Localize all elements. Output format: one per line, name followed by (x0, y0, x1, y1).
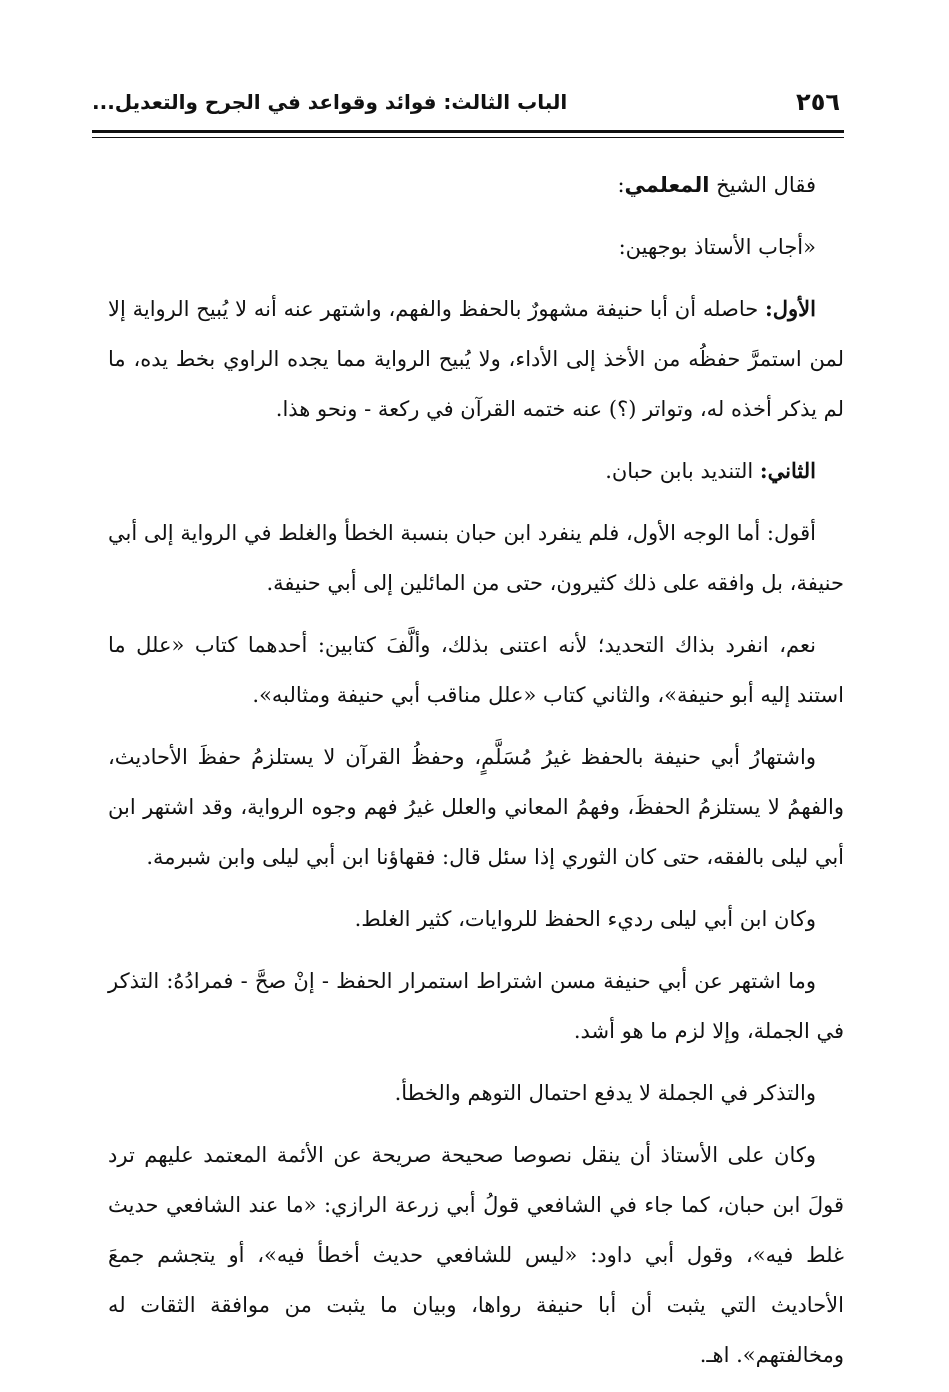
first-aspect-lead: الأول: (765, 296, 816, 321)
paragraph-memorization: واشتهارُ أبي حنيفة بالحفظ غيرُ مُسَلَّمٍ، وحفظُ القرآن لا يستلزمُ حفظَ الأحاديث، والفهمُ لا يستلزمُ الحفظَ، وفهمُ المعاني والعلل غيرُ فهم وجوه الرواية، وقد اشتهر ابن أبي ليلى بالفقه، حتى كان الثوري إذا سئل قال: فقهاؤنا ابن أبي ليلى وابن شبرمة. (108, 745, 844, 869)
first-aspect-text: حاصله أن أبا حنيفة مشهورٌ بالحفظ والفهم، واشتهر عنه أنه لا يُبيح الرواية إلا لمن استمرَّ حفظُه من الأخذ إلى الأداء، ولا يُبيح الرواية مما يجده الراوي بخط يده، ما لم يذكر أخذه له، وتواتر (؟) عنه ختمه القرآن في ركعة - ونحو هذا. (108, 297, 844, 421)
paragraph-reply: أقول: أما الوجه الأول، فلم ينفرد ابن حبان بنسبة الخطأ والغلط في الرواية إلى أبي حنيفة، بل وافقه على ذلك كثيرون، حتى من المائلين إلى أبي حنيفة. (108, 521, 844, 595)
paragraph-first-aspect (108, 284, 844, 434)
page-number: ٢٥٦ (796, 88, 840, 116)
paragraph-conclusion: وكان على الأستاذ أن ينقل نصوصا صحيحة صريحة عن الأئمة المعتمد عليهم ترد قولَ ابن حبان، كما جاء في الشافعي قولُ أبي زرعة الرازي: «ما عند الشافعي حديث غلط فيه»، وقول أبي داود: «ليس للشافعي حديث أخطأ فيه»، أو يتجشم جمعَ الأحاديث التي يثبت أن أبا حنيفة رواها، وبيان ما يثبت من موافقة الثقات له ومخالفتهم». اهـ. (108, 1143, 844, 1367)
intro-colon: : (617, 173, 625, 197)
header-rule-thick (92, 130, 844, 133)
second-aspect-lead: الثاني: (759, 458, 816, 483)
paragraph-recall: والتذكر في الجملة لا يدفع احتمال التوهم والخطأ. (394, 1081, 816, 1105)
paragraph-intro (108, 160, 844, 210)
paragraph-second-aspect (108, 446, 844, 496)
running-title: الباب الثالث: فوائد وقواعد في الجرح والتعديل... (92, 90, 568, 114)
paragraph-condition: وما اشتهر عن أبي حنيفة مسن اشتراط استمرار الحفظ - إنْ صحَّ - فمرادُهُ: التذكر في الجملة، وإلا لزم ما هو أشد. (108, 969, 844, 1043)
body-text (108, 160, 844, 1392)
paragraph-ibn-hibban-books: نعم، انفرد بذاك التحديد؛ لأنه اعتنى بذلك، وألَّفَ كتابين: أحدهما كتاب «علل ما استند إليه أبو حنيفة»، والثاني كتاب «علل مناقب أبي حنيفة ومثالبه». (108, 633, 844, 707)
paragraph-quote-start: «أجاب الأستاذ بوجهين: (618, 235, 816, 259)
paragraph-ibn-abi-layla: وكان ابن أبي ليلى رديء الحفظ للروايات، كثير الغلط. (354, 907, 816, 931)
header-rule-thin (92, 137, 844, 138)
second-aspect-text: التنديد بابن حبان. (605, 459, 760, 483)
intro-text: فقال الشيخ (709, 173, 816, 197)
scholar-name: المعلمي (624, 173, 710, 197)
page-header (92, 84, 844, 124)
